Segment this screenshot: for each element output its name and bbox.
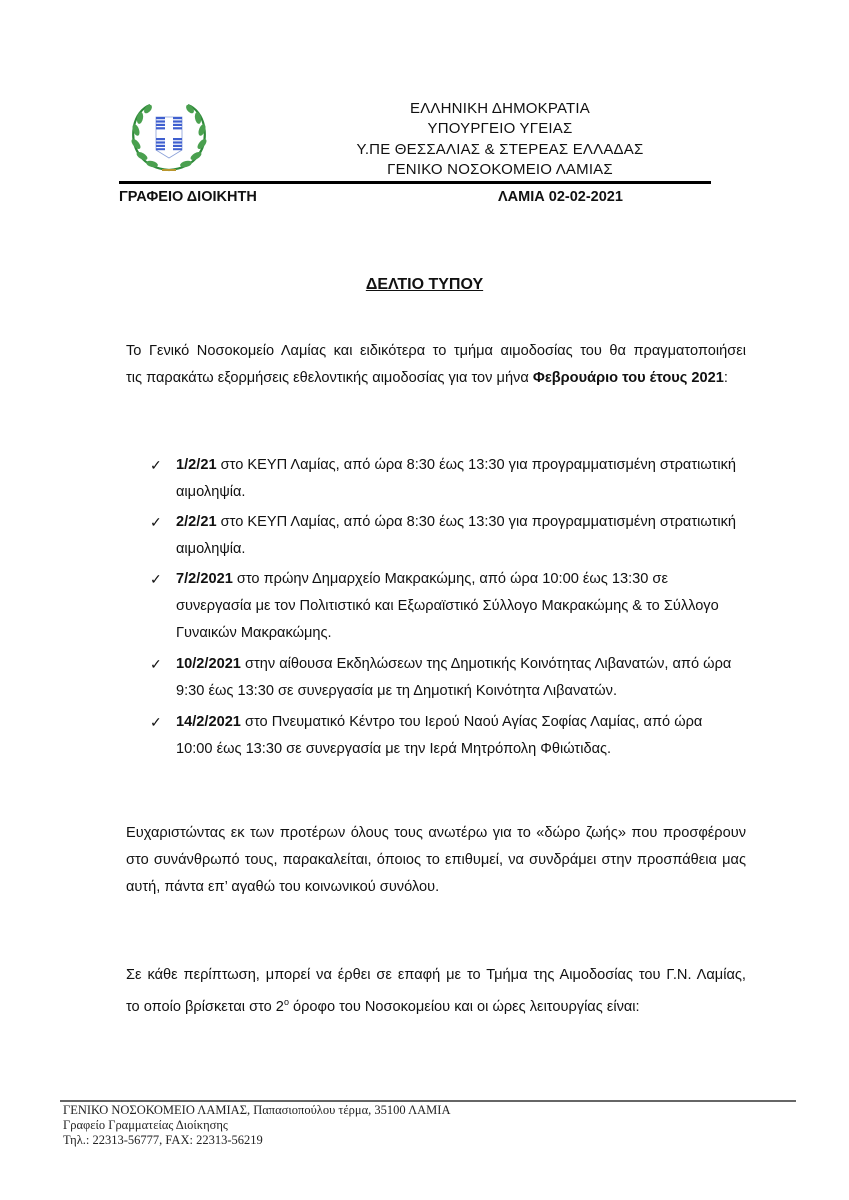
footer-department: Γραφείο Γραμματείας Διοίκησης xyxy=(63,1118,228,1132)
event-date: 1/2/21 xyxy=(176,457,217,473)
event-item: ✓ 1/2/21 στο ΚΕΥΠ Λαμίας, από ώρα 8:30 έως 13:30 για προγραμματισμένη στρατιωτική αιμοληψία. xyxy=(150,452,750,506)
office-label: ΓΡΑΦΕΙΟ ΔΙΟΙΚΗΤΗ xyxy=(119,189,257,205)
event-date: 10/2/2021 xyxy=(176,656,241,672)
check-icon: ✓ xyxy=(150,571,162,587)
thanks-paragraph: Ευχαριστώντας εκ των προτέρων όλους τους ανωτέρω για το «δώρο ζωής» που προσφέρουν στο συνάνθρωπό τους, παρακαλείται, όποιος το επιθυμεί, να συνδράμει στην προσπάθεια μας αυτή, πάντα επ’ αγαθώ του κοινωνικού συνόλου. xyxy=(126,825,746,895)
event-date: 14/2/2021 xyxy=(176,714,241,730)
contact-paragraph: Σε κάθε περίπτωση, μπορεί να έρθει σε επαφή με το Τμήμα της Αιμοδοσίας του Γ.Ν. Λαμίας, το οποίο βρίσκεται στο $2^o$ όροφο του Νοσοκομείου και οι ώρες λειτουργίας είναι: xyxy=(126,967,746,1015)
header-ministry: ΥΠΟΥΡΓΕΙΟ ΥΓΕΙΑΣ xyxy=(427,120,573,137)
footer-address: ΓΕΝΙΚΟ ΝΟΣΟΚΟΜΕΙΟ ΛΑΜΙΑΣ, Παπασιοπούλου τέρμα, 35100 ΛΑΜΙΑ xyxy=(63,1103,451,1117)
event-date: 7/2/2021 xyxy=(176,571,233,587)
header-divider xyxy=(119,181,711,184)
greek-coat-of-arms-icon xyxy=(124,100,214,176)
check-icon: ✓ xyxy=(150,457,162,473)
event-item: ✓ 14/2/2021 στο Πνευματικό Κέντρο του Ιερού Ναού Αγίας Σοφίας Λαμίας, από ώρα 10:00 έως 13:30 σε συνεργασία με την Ιερά Μητρόπολη Φθιώτιδας. xyxy=(150,709,750,763)
event-item: ✓ 2/2/21 στο ΚΕΥΠ Λαμίας, από ώρα 8:30 έως 13:30 για προγραμματισμένη στρατιωτική αιμοληψία. xyxy=(150,509,750,563)
intro-paragraph xyxy=(126,338,746,392)
check-icon: ✓ xyxy=(150,656,162,672)
event-date: 2/2/21 xyxy=(176,514,217,530)
header-hospital: ΓΕΝΙΚΟ ΝΟΣΟΚΟΜΕΙΟ ΛΑΜΙΑΣ xyxy=(387,161,613,178)
intro-line-2: τις παρακάτω εξορμήσεις εθελοντικής αιμοδοσίας για τον μήνα Φεβρουάριο του έτους 2021: xyxy=(126,370,728,386)
document-title: ΔΕΛΤΙΟ ΤΥΠΟΥ xyxy=(365,276,484,293)
footer-phone-fax: Τηλ.: 22313-56777, FAX: 22313-56219 xyxy=(63,1133,263,1147)
check-icon: ✓ xyxy=(150,714,162,730)
header-country: ΕΛΛΗΝΙΚΗ ΔΗΜΟΚΡΑΤΙΑ xyxy=(410,100,590,117)
intro-line-1: Το Γενικό Νοσοκομείο Λαμίας και ειδικότερα το τμήμα αιμοδοσίας του θα πραγματοποιήσει xyxy=(126,343,746,359)
check-icon: ✓ xyxy=(150,514,162,530)
footer-divider xyxy=(60,1100,796,1102)
event-item: ✓ 7/2/2021 στο πρώην Δημαρχείο Μακρακώμης, από ώρα 10:00 έως 13:30 σε συνεργασία με τον Πολιτιστικό και Εξωραϊστικό Σύλλογο Μακρακώμης & το Σύλλογο Γυναικών Μακρακώμης. xyxy=(150,566,750,647)
event-item: ✓ 10/2/2021 στην αίθουσα Εκδηλώσεων της Δημοτικής Κοινότητας Λιβανατών, από ώρα 9:30 έως 13:30 σε συνεργασία με τη Δημοτική Κοινότητα Λιβανατών. xyxy=(150,651,750,705)
header-health-region: Υ.ΠΕ ΘΕΣΣΑΛΙΑΣ & ΣΤΕΡΕΑΣ ΕΛΛΑΔΑΣ xyxy=(356,141,644,158)
place-date: ΛΑΜΙΑ 02-02-2021 xyxy=(498,189,623,205)
intro-month: Φεβρουάριο του έτους 2021 xyxy=(532,370,724,386)
